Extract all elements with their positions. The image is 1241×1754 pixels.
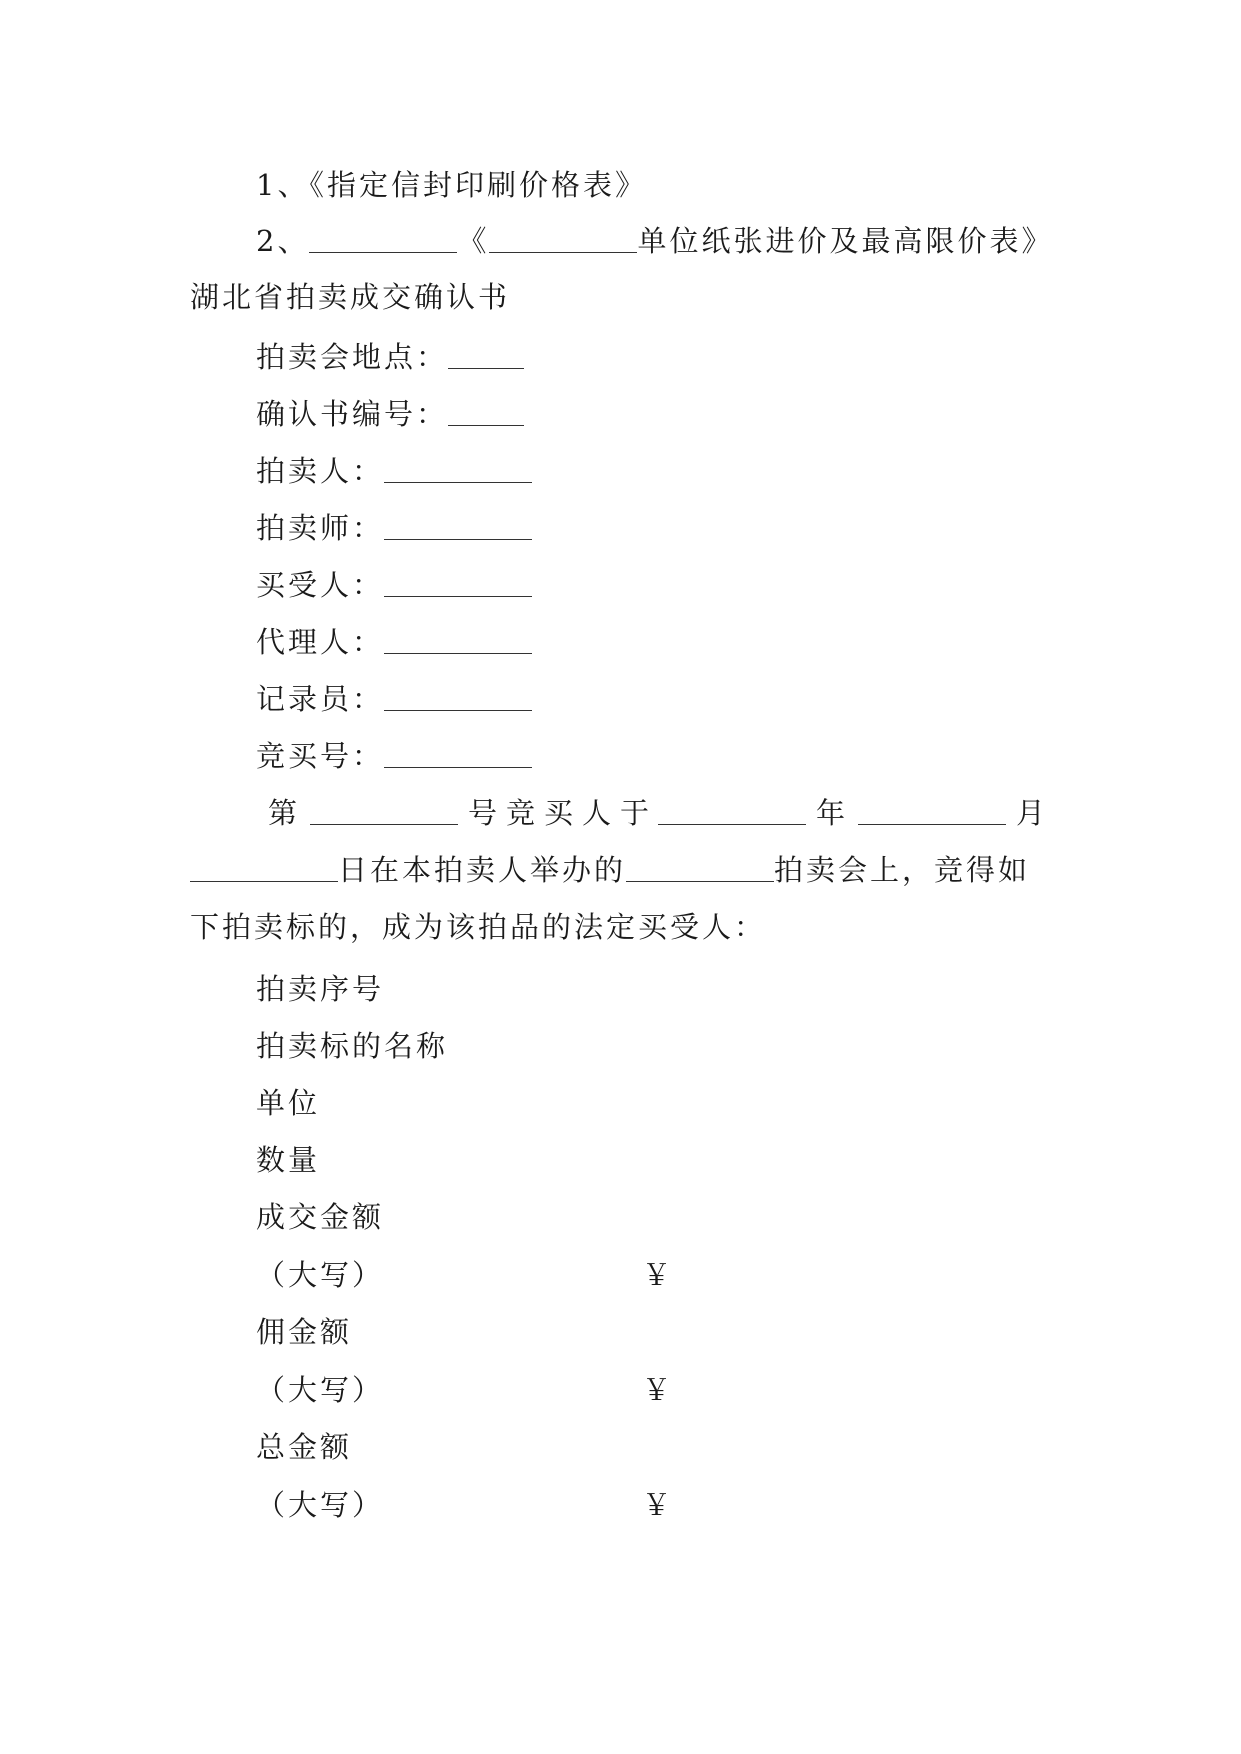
row-label: 单位: [256, 1086, 321, 1120]
paragraph-line-2: [190, 841, 1090, 899]
field-label: 买受人：: [256, 568, 385, 602]
field-agent: [256, 613, 1156, 671]
row-label: （大写）: [256, 1258, 385, 1292]
field-label: 拍卖会地点：: [256, 340, 449, 374]
row-label: 佣金额: [256, 1315, 353, 1349]
document-title: [190, 268, 1090, 326]
blank-field[interactable]: [489, 252, 637, 253]
row-label: 拍卖序号: [256, 972, 385, 1006]
total-currency: [0, 1476, 1241, 1534]
table-row-lot-number: [256, 960, 1156, 1018]
year-blank[interactable]: [658, 824, 806, 825]
paragraph-line-1: [268, 784, 1068, 842]
yen-symbol: ￥: [642, 1258, 675, 1292]
field-label: 代理人：: [256, 625, 385, 659]
paragraph-text: 年: [816, 796, 849, 830]
auction-location-blank[interactable]: [448, 368, 524, 369]
field-auctioneer-company: [256, 442, 1156, 500]
paragraph-text: 号竞买人于: [468, 796, 659, 830]
document-title-text: 湖北省拍卖成交确认书: [190, 280, 511, 314]
attachment-item-1-text: 1、《指定信封印刷价格表》: [256, 168, 647, 202]
attachment-item-2: [256, 212, 1156, 270]
field-label: 竞买号：: [256, 739, 385, 773]
bidder-number-blank[interactable]: [310, 824, 458, 825]
row-label: 数量: [256, 1143, 321, 1177]
field-buyer: [256, 556, 1156, 614]
field-bid-number: [256, 727, 1156, 785]
yen-symbol: ￥: [642, 1488, 675, 1522]
field-recorder: [256, 670, 1156, 728]
field-label: 确认书编号：: [256, 397, 449, 431]
field-label: 记录员：: [256, 682, 385, 716]
commission-currency: [0, 1361, 1241, 1419]
paragraph-text: 拍卖会上，竞得如: [774, 853, 1031, 887]
table-row-lot-name: [256, 1017, 1156, 1075]
row-label: 拍卖标的名称: [256, 1029, 449, 1063]
agent-blank[interactable]: [384, 653, 532, 654]
attachment-item-1: [256, 156, 1156, 214]
table-row-deal-amount: [256, 1188, 1156, 1246]
row-label: 总金额: [256, 1430, 353, 1464]
table-row-unit: [256, 1074, 1156, 1132]
table-row-quantity: [256, 1131, 1156, 1189]
month-blank[interactable]: [858, 824, 1006, 825]
paragraph-text: 第: [268, 796, 301, 830]
field-auction-location: [256, 328, 1156, 386]
item-2-open-bracket: 《: [457, 224, 490, 258]
row-label: （大写）: [256, 1373, 385, 1407]
recorder-blank[interactable]: [384, 710, 532, 711]
auctioneer-company-blank[interactable]: [384, 482, 532, 483]
field-label: 拍卖师：: [256, 511, 385, 545]
table-row-commission: [256, 1303, 1156, 1361]
paragraph-text: 日在本拍卖人举办的: [338, 853, 627, 887]
yen-symbol: ￥: [642, 1373, 675, 1407]
auction-name-blank[interactable]: [626, 881, 774, 882]
field-confirmation-number: [256, 385, 1156, 443]
row-label: 成交金额: [256, 1200, 385, 1234]
auctioneer-blank[interactable]: [384, 539, 532, 540]
buyer-blank[interactable]: [384, 596, 532, 597]
field-auctioneer: [256, 499, 1156, 557]
paragraph-text: 下拍卖标的，成为该拍品的法定买受人：: [190, 910, 767, 944]
item-2-number: 2、: [256, 224, 310, 258]
blank-field[interactable]: [309, 252, 457, 253]
row-label: （大写）: [256, 1488, 385, 1522]
paragraph-line-3: [190, 898, 1090, 956]
paragraph-text: 月: [1016, 796, 1049, 830]
item-2-title: 单位纸张进价及最高限价表》: [637, 224, 1054, 258]
deal-amount-currency: [0, 1246, 1241, 1304]
table-row-total: [256, 1418, 1156, 1476]
bid-number-blank[interactable]: [384, 767, 532, 768]
day-blank[interactable]: [190, 881, 338, 882]
field-label: 拍卖人：: [256, 454, 385, 488]
confirmation-number-blank[interactable]: [448, 425, 524, 426]
